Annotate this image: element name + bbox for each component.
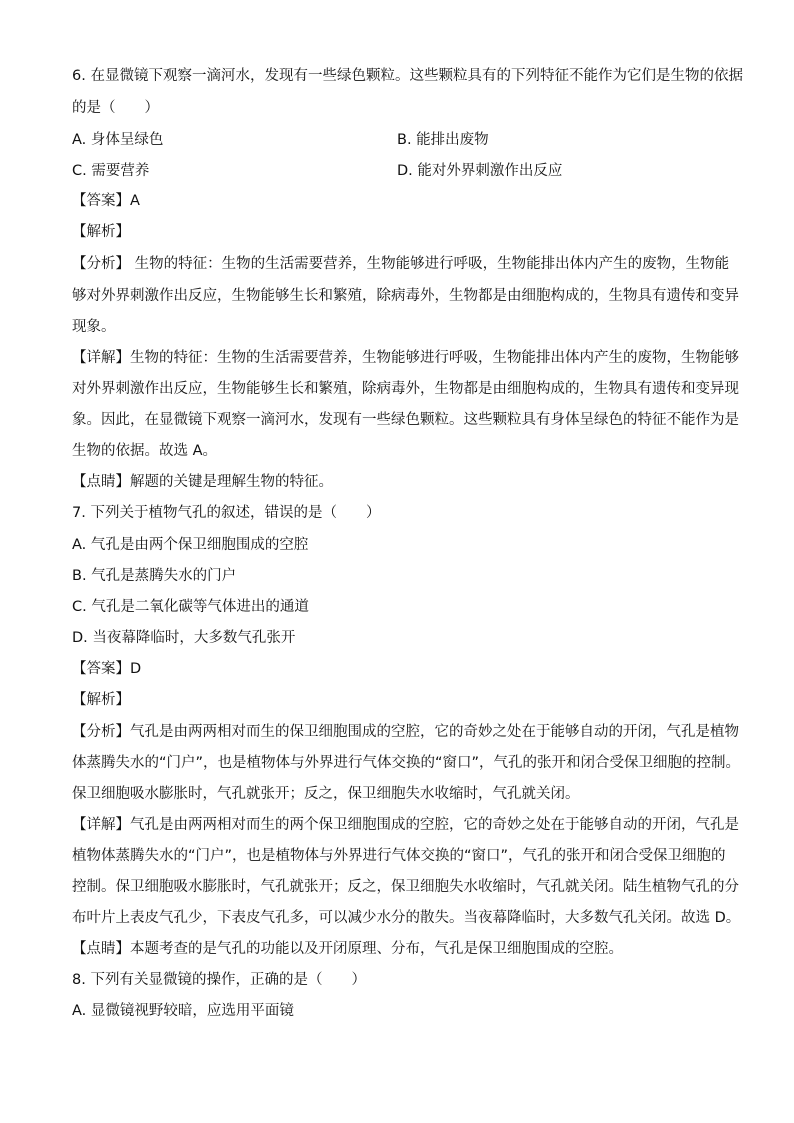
q6-keypoint	[72, 472, 333, 492]
q6-option-d: D. 能对外界刺激作出反应	[397, 163, 563, 179]
detail-text: 气孔是由两两相对而生的两个保卫细胞围成的空腔，它的奇妙之处在于能够自动的开闭，气孔是	[130, 817, 739, 833]
detail-text: 生物的特征：生物的生活需要营养，生物能够进行呼吸，生物能排出体内产生的废物，生物能够	[130, 350, 739, 366]
q8-option-a: A. 显微镜视野较暗，应选用平面镜	[72, 1003, 294, 1019]
q7-detail-line1	[72, 815, 739, 835]
q6-detail-line2: 对外界刺激作出反应，生物能够生长和繁殖，除病毒外，生物都是由细胞构成的，生物具有遗传和变异现	[72, 381, 739, 397]
answer-tag: 【答案】	[72, 661, 130, 677]
q6-option-a: A. 身体呈绿色	[72, 132, 164, 148]
q6-analysis-line1	[72, 254, 729, 274]
keypoint-text: 本题考查的是气孔的功能以及开闭原理、分布，气孔是保卫细胞围成的空腔。	[130, 941, 623, 957]
q6-option-b: B. 能排出废物	[397, 132, 489, 148]
q7-option-d: D. 当夜幕降临时，大多数气孔张开	[72, 630, 296, 646]
keypoint-tag: 【点睛】	[72, 474, 130, 490]
analysis-tag: 【分析】	[72, 724, 130, 740]
answer-value: A	[130, 193, 140, 209]
q6-analysis-line2: 够对外界刺激作出反应，生物能够生长和繁殖，除病毒外，生物都是由细胞构成的，生物具有遗传和变异	[72, 288, 739, 304]
q7-detail-line2: 植物体蒸腾失水的“门户”，也是植物体与外界进行气体交换的“窗口”，气孔的张开和闭合受保卫细胞的	[72, 848, 726, 864]
answer-value: D	[130, 661, 142, 677]
answer-tag: 【答案】	[72, 193, 130, 209]
detail-tag: 【详解】	[72, 350, 130, 366]
q7-stem: 7. 下列关于植物气孔的叙述，错误的是（ ）	[72, 505, 381, 521]
q6-detail-line1	[72, 348, 739, 368]
q7-detail-line4: 布叶片上表皮气孔少，下表皮气孔多，可以减少水分的散失。当夜幕降临时，大多数气孔关闭。故选 D。	[72, 910, 741, 926]
keypoint-tag: 【点睛】	[72, 941, 130, 957]
q6-stem-line2: 的是（ ）	[72, 100, 159, 116]
q7-option-a: A. 气孔是由两个保卫细胞围成的空腔	[72, 537, 309, 553]
q6-stem-line1: 6. 在显微镜下观察一滴河水，发现有一些绿色颗粒。这些颗粒具有的下列特征不能作为它们是生物的依据	[72, 68, 743, 84]
q7-detail-line3: 控制。保卫细胞吸水膨胀时，气孔就张开；反之，保卫细胞失水收缩时，气孔就关闭。陆生植物气孔的分	[72, 879, 739, 895]
analysis-text: 生物的特征：生物的生活需要营养，生物能够进行呼吸，生物能排出体内产生的废物，生物能	[130, 256, 730, 272]
q7-option-b: B. 气孔是蒸腾失水的门户	[72, 568, 237, 584]
q7-keypoint	[72, 939, 623, 959]
q7-analysis-line2: 体蒸腾失水的“门户”，也是植物体与外界进行气体交换的“窗口”，气孔的张开和闭合受保卫细胞的控制。	[72, 755, 741, 771]
q7-answer	[72, 659, 141, 679]
q6-detail-line3: 象。因此，在显微镜下观察一滴河水，发现有一些绿色颗粒。这些颗粒具有身体呈绿色的特征不能作为是	[72, 412, 739, 428]
q7-option-c: C. 气孔是二氧化碳等气体进出的通道	[72, 599, 309, 615]
q6-answer	[72, 191, 140, 211]
q7-analysis-line3: 保卫细胞吸水膨胀时，气孔就张开；反之，保卫细胞失水收缩时，气孔就关闭。	[72, 786, 580, 802]
q8-stem: 8. 下列有关显微镜的操作，正确的是（ ）	[72, 972, 366, 988]
detail-tag: 【详解】	[72, 817, 130, 833]
keypoint-text: 解题的关键是理解生物的特征。	[130, 474, 333, 490]
q7-analysis-line1	[72, 722, 739, 742]
q7-jiexi-tag: 【解析】	[72, 692, 130, 708]
q6-detail-line4: 生物的依据。故选 A。	[72, 443, 218, 459]
q6-analysis-line3: 现象。	[72, 319, 116, 335]
q6-jiexi-tag: 【解析】	[72, 224, 130, 240]
q6-option-c: C. 需要营养	[72, 163, 150, 179]
analysis-tag: 【分析】	[72, 256, 130, 272]
analysis-text: 气孔是由两两相对而生的保卫细胞围成的空腔，它的奇妙之处在于能够自动的开闭，气孔是植物	[130, 724, 739, 740]
